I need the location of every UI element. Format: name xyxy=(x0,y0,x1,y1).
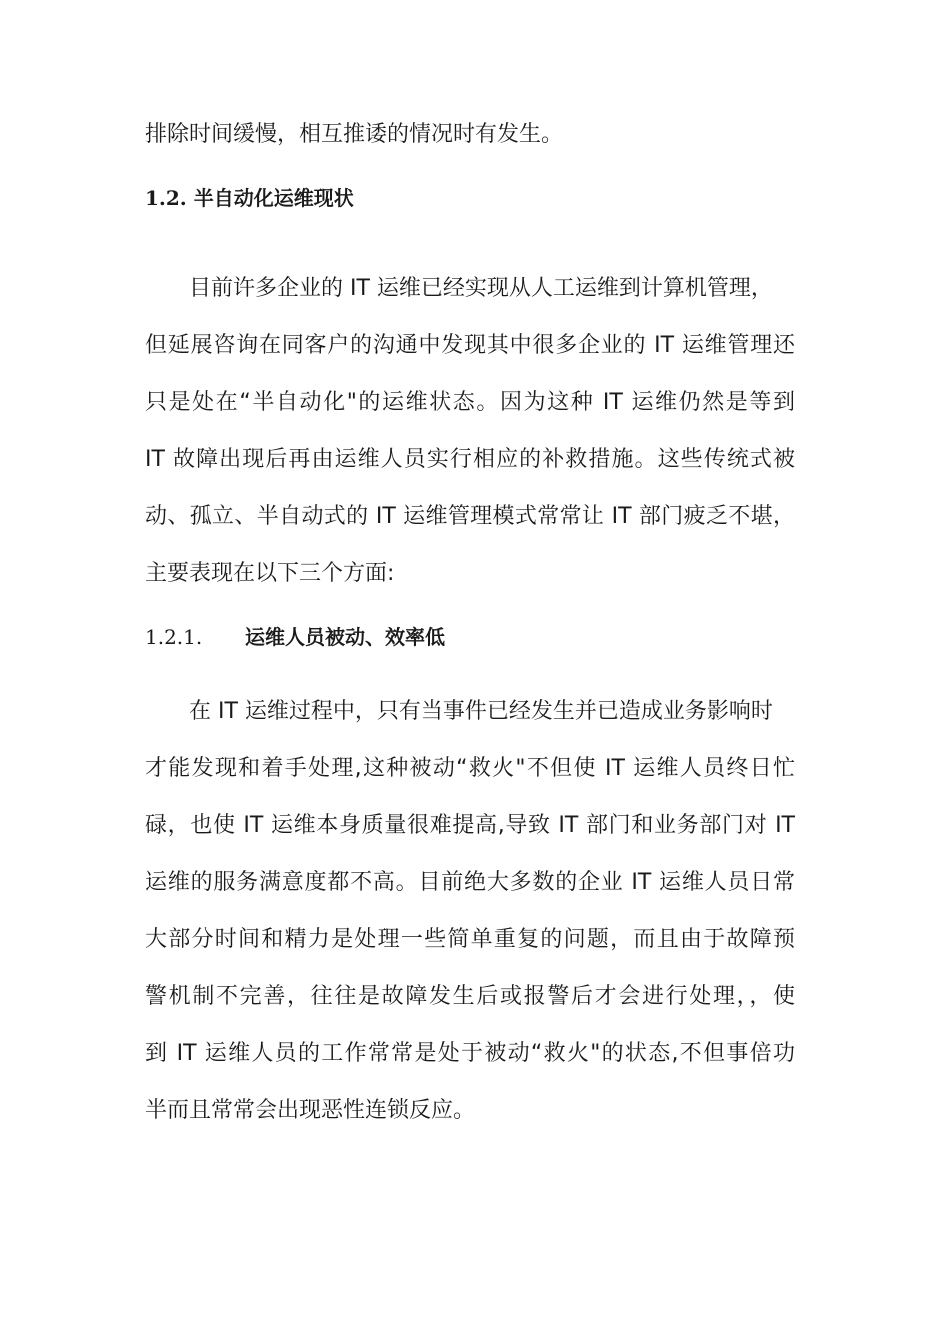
paragraph-line: IT 故障出现后再由运维人员实行相应的补救措施。这些传统式被 xyxy=(145,447,795,472)
paragraph-line: 碌，也使 IT 运维本身质量很难提高,导致 IT 部门和业务部门对 IT xyxy=(145,813,795,838)
section-heading: 1.2. 半自动化运维现状 xyxy=(145,186,354,210)
paragraph-line: 警机制不完善，往往是故障发生后或报警后才会进行处理，，使 xyxy=(145,984,795,1009)
continuation-line: 排除时间缓慢，相互推诿的情况时有发生。 xyxy=(145,122,564,147)
paragraph-line: 主要表现在以下三个方面: xyxy=(145,561,395,586)
paragraph-line: 才能发现和着手处理,这种被动“救火"不但使 IT 运维人员终日忙 xyxy=(145,756,795,781)
subsection-number: 1.2.1. xyxy=(145,625,203,649)
paragraph-line: 到 IT 运维人员的工作常常是处于被动“救火"的状态,不但事倍功 xyxy=(145,1041,795,1066)
paragraph-line: 只是处在“半自动化"的运维状态。因为这种 IT 运维仍然是等到 xyxy=(145,390,795,415)
paragraph-line: 运维的服务满意度都不高。目前绝大多数的企业 IT 运维人员日常 xyxy=(145,870,795,895)
paragraph-line: 大部分时间和精力是处理一些简单重复的问题，而且由于故障预 xyxy=(145,927,795,952)
paragraph-line: 在 IT 运维过程中，只有当事件已经发生并已造成业务影响时 xyxy=(189,699,773,724)
paragraph-line: 但延展咨询在同客户的沟通中发现其中很多企业的 IT 运维管理还 xyxy=(145,333,795,358)
paragraph-line: 动、孤立、半自动式的 IT 运维管理模式常常让 IT 部门疲乏不堪， xyxy=(145,504,795,529)
paragraph-line: 半而且常常会出现恶性连锁反应。 xyxy=(145,1098,476,1123)
paragraph-line: 目前许多企业的 IT 运维已经实现从人工运维到计算机管理， xyxy=(189,276,773,301)
subsection-title: 运维人员被动、效率低 xyxy=(245,625,445,649)
